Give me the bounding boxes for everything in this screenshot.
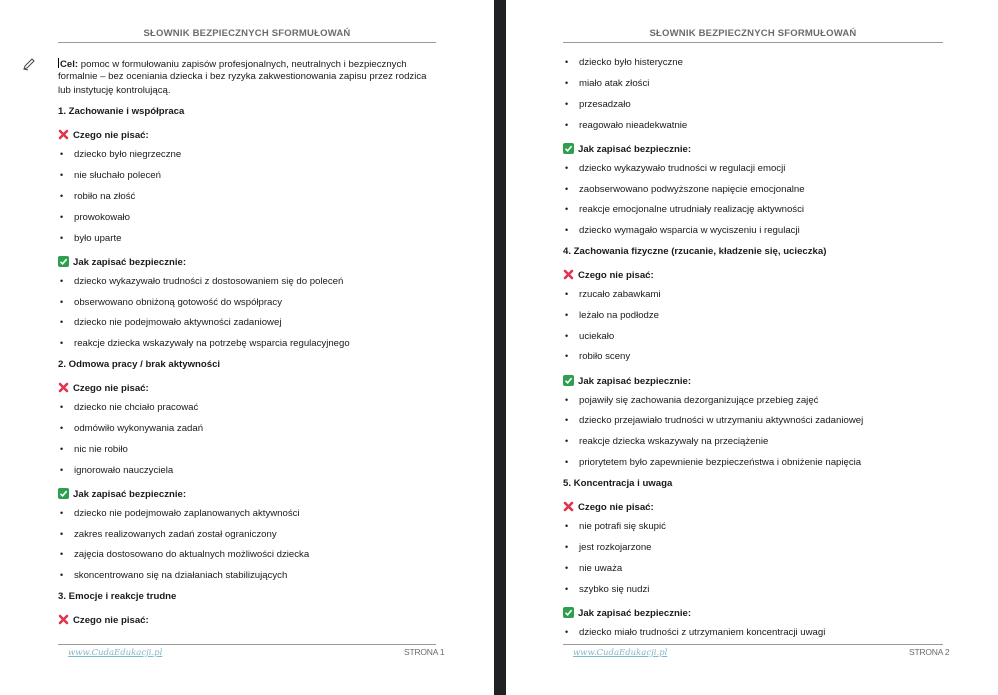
list-item: • reakcje emocjonalne utrudniały realizację aktywności: [563, 205, 804, 215]
list-item: • zaobserwowano podwyższone napięcie emocjonalne: [563, 185, 805, 195]
footer-page-number: STRONA 1: [404, 647, 445, 657]
document-page-2: [506, 0, 998, 695]
list-item: • robiło na złość: [58, 192, 135, 202]
list-item: • było uparte: [58, 234, 121, 244]
list-item: • reagowało nieadekwatnie: [563, 121, 687, 131]
list-item: • reakcje dziecka wskazywały na potrzebę wsparcia regulacyjnego: [58, 339, 350, 349]
footer-website-link[interactable]: www.CudaEdukacji.pl: [68, 648, 163, 658]
goal-line-2: formalnie – bez oceniania dziecka i bez ryzyka zakwestionowania zapisu przez rodzica: [58, 71, 427, 82]
text-cursor: [58, 58, 59, 68]
list-item: • robiło sceny: [563, 352, 630, 362]
check-mark-icon: [563, 607, 574, 618]
section-5-title: 5. Koncentracja i uwaga: [563, 478, 673, 489]
list-item: • dziecko nie podejmowało aktywności zadaniowej: [58, 318, 281, 328]
section-1-good-heading: Jak zapisać bezpiecznie:: [58, 256, 186, 268]
section-3-title: 3. Emocje i reakcje trudne: [58, 591, 177, 602]
list-item: • dziecko wymagało wsparcia w wyciszeniu i regulacji: [563, 226, 800, 236]
list-item: • miało atak złości: [563, 79, 649, 89]
section-4-bad-heading: Czego nie pisać:: [563, 269, 654, 281]
list-item: • nie uważa: [563, 564, 622, 574]
section-1-title: 1. Zachowanie i współpraca: [58, 106, 185, 117]
goal-line-1: Cel: pomoc w formułowaniu zapisów profesjonalnych, neutralnych i bezpiecznych: [60, 59, 407, 70]
section-1-bad-heading: Czego nie pisać:: [58, 129, 149, 141]
page-gutter: [494, 0, 506, 695]
list-item: • odmówiło wykonywania zadań: [58, 424, 203, 434]
list-item: • prowokowało: [58, 213, 130, 223]
check-mark-icon: [58, 256, 69, 267]
section-4-good-heading: Jak zapisać bezpiecznie:: [563, 375, 691, 387]
list-item: • nie słuchało poleceń: [58, 171, 161, 181]
list-item: • nie potrafi się skupić: [563, 522, 666, 532]
header-divider: [58, 42, 436, 43]
list-item: • dziecko miało trudności z utrzymaniem koncentracji uwagi: [563, 628, 825, 638]
cross-mark-icon: [563, 501, 574, 512]
cross-mark-icon: [563, 269, 574, 280]
list-item: • szybko się nudzi: [563, 585, 649, 595]
footer-divider: [58, 644, 436, 645]
check-mark-icon: [563, 375, 574, 386]
section-2-title: 2. Odmowa pracy / brak aktywności: [58, 359, 221, 370]
list-item: • dziecko przejawiało trudności w utrzymaniu aktywności zadaniowej: [563, 416, 863, 426]
list-item: • ignorowało nauczyciela: [58, 466, 173, 476]
goal-label: Cel:: [60, 59, 79, 70]
section-5-bad-heading: Czego nie pisać:: [563, 501, 654, 513]
pen-edit-icon[interactable]: [22, 57, 36, 71]
list-item: • pojawiły się zachowania dezorganizujące przebieg zajęć: [563, 396, 818, 406]
goal-line-3: lub instytucję kontrolującą.: [58, 85, 171, 96]
footer-website-link[interactable]: www.CudaEdukacji.pl: [573, 648, 668, 658]
list-item: • jest rozkojarzone: [563, 543, 652, 553]
list-item: • skoncentrowano się na działaniach stabilizujących: [58, 571, 287, 581]
footer-divider: [563, 644, 943, 645]
list-item: • dziecko było niegrzeczne: [58, 150, 181, 160]
page-header: SŁOWNIK BEZPIECZNYCH SFORMUŁOWAŃ: [143, 28, 351, 39]
footer-page-number: STRONA 2: [909, 647, 950, 657]
list-item: • uciekało: [563, 332, 614, 342]
list-item: • zakres realizowanych zadań został ograniczony: [58, 530, 277, 540]
list-item: • reakcje dziecka wskazywały na przeciążenie: [563, 437, 768, 447]
list-item: • zajęcia dostosowano do aktualnych możliwości dziecka: [58, 550, 309, 560]
list-item: • dziecko nie podejmowało zaplanowanych aktywności: [58, 509, 300, 519]
list-item: • priorytetem było zapewnienie bezpieczeństwa i obniżenie napięcia: [563, 458, 861, 468]
document-page-1: [0, 0, 494, 695]
list-item: • dziecko wykazywało trudności w regulacji emocji: [563, 164, 785, 174]
cross-mark-icon: [58, 382, 69, 393]
check-mark-icon: [563, 143, 574, 154]
section-3-bad-heading: Czego nie pisać:: [58, 614, 149, 626]
section-3-good-heading: Jak zapisać bezpiecznie:: [563, 143, 691, 155]
page-header: SŁOWNIK BEZPIECZNYCH SFORMUŁOWAŃ: [649, 28, 857, 39]
section-5-good-heading: Jak zapisać bezpiecznie:: [563, 607, 691, 619]
list-item: • nic nie robiło: [58, 445, 128, 455]
list-item: • dziecko było histeryczne: [563, 58, 683, 68]
list-item: • dziecko wykazywało trudności z dostosowaniem się do poleceń: [58, 277, 343, 287]
section-2-bad-heading: Czego nie pisać:: [58, 382, 149, 394]
list-item: • przesadzało: [563, 100, 631, 110]
cross-mark-icon: [58, 129, 69, 140]
section-2-good-heading: Jak zapisać bezpiecznie:: [58, 488, 186, 500]
check-mark-icon: [58, 488, 69, 499]
section-4-title: 4. Zachowania fizyczne (rzucanie, kładzenie się, ucieczka): [563, 246, 827, 257]
list-item: • leżało na podłodze: [563, 311, 659, 321]
cross-mark-icon: [58, 614, 69, 625]
header-divider: [563, 42, 943, 43]
list-item: • dziecko nie chciało pracować: [58, 403, 198, 413]
list-item: • obserwowano obniżoną gotowość do współpracy: [58, 298, 282, 308]
list-item: • rzucało zabawkami: [563, 290, 661, 300]
